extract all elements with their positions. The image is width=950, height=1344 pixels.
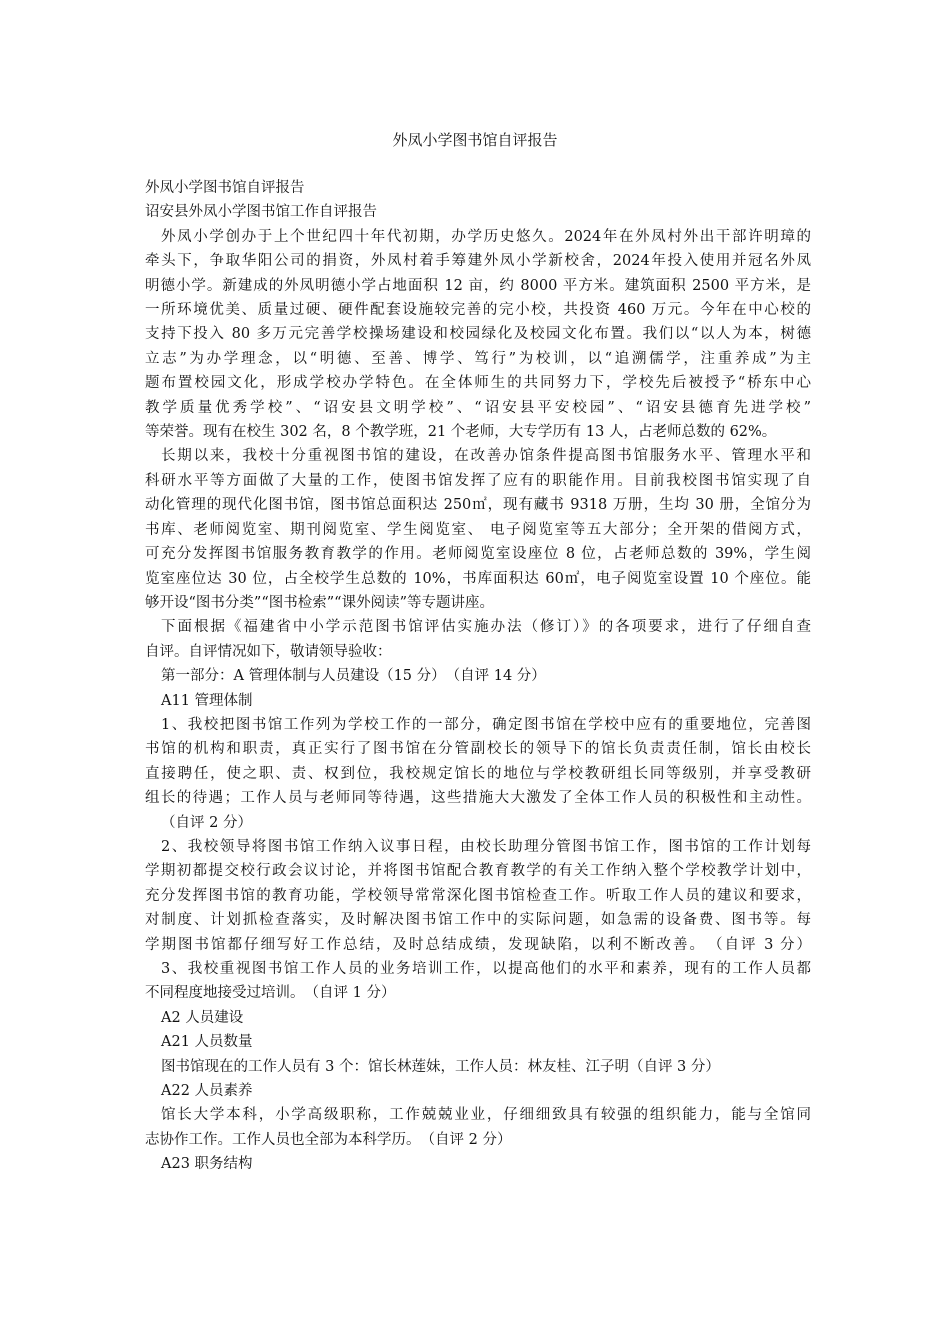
text-line: 第一部分：A 管理体制与人员建设（15 分） （自评 14 分）: [161, 668, 546, 685]
text-line: 立志”为办学理念，以“明德、至善、博学、笃行”为校训，以“追溯儒学，注重养成”为主: [145, 350, 811, 367]
text-line: 直接聘任，使之职、责、权到位，我校规定馆长的地位与学校教研组长同等级别，并享受教研: [145, 765, 811, 782]
text-line: 组长的待遇；工作人员与老师同等待遇，这些措施大大激发了全体工作人员的积极性和主动性。: [145, 790, 811, 807]
text-line: 题布置校园文化，形成学校办学特色。在全体师生的共同努力下，学校先后被授予“桥东中心: [145, 375, 811, 392]
text-line: 志协作工作。工作人员也全部为本科学历。 （自评 2 分）: [145, 1131, 512, 1148]
text-line: 诏安县外凤小学图书馆工作自评报告: [145, 204, 377, 221]
document-body: [145, 176, 811, 1177]
text-line: 书库、老师阅览室、期刊阅览室、学生阅览室、 电子阅览室等五大部分；全开架的借阅方式，: [145, 521, 811, 538]
text-line: A2 人员建设: [161, 1009, 244, 1026]
text-line: 下面根据《福建省中小学示范图书馆评估实施办法（修订）》的各项要求，进行了仔细自查: [161, 619, 811, 636]
text-line: 明德小学。新建成的外凤明德小学占地面积 12 亩，约 8000 平方米。建筑面积 2500 平方米，是: [145, 277, 811, 294]
text-line: 不同程度地接受过培训。 （自评 1 分）: [145, 985, 396, 1002]
text-line: 览室座位达 30 位，占全校学生总数的 10%，书库面积达 60㎡，电子阅览室设置 10 个座位。能: [145, 570, 811, 587]
text-line: 牵头下，争取华阳公司的捐资，外凤村着手筹建外凤小学新校舍，2024年投入使用并冠名外凤: [145, 253, 811, 270]
text-line: 学期初都提交校行政会议讨论，并将图书馆配合教育教学的有关工作纳入整个学校教学计划中，: [145, 863, 811, 880]
text-line: 科研水平等方面做了大量的工作，使图书馆发挥了应有的职能作用。目前我校图书馆实现了自: [145, 472, 811, 489]
text-line: A22 人员素养: [161, 1083, 253, 1100]
document-title: 外凤小学图书馆自评报告: [392, 131, 558, 149]
text-line: 长期以来，我校十分重视图书馆的建设，在改善办馆条件提高图书馆服务水平、管理水平和: [161, 448, 811, 465]
text-line: 支持下投入 80 多万元完善学校操场建设和校园绿化及校园文化布置。我们以“以人为本，树德: [145, 326, 811, 343]
text-line: A11 管理体制: [161, 692, 253, 709]
text-line: 等荣誉。现有在校生 302 名，8 个教学班，21 个老师，大专学历有 13 人，占老师总数的 62%。: [145, 424, 777, 441]
text-line: 可充分发挥图书馆服务教育教学的作用。老师阅览室设座位 8 位，占老师总数的 39%，学生阅: [145, 546, 811, 563]
text-line: A23 职务结构: [161, 1156, 253, 1173]
text-line: 够开设“图书分类”“图书检索”“课外阅读”等专题讲座。: [145, 594, 494, 611]
text-line: 2、我校领导将图书馆工作纳入议事日程，由校长助理分管图书馆工作，图书馆的工作计划每: [161, 838, 811, 855]
text-line: 3、我校重视图书馆工作人员的业务培训工作，以提高他们的水平和素养，现有的工作人员都: [161, 961, 811, 977]
text-line: A21 人员数量: [161, 1034, 253, 1051]
text-line: 充分发挥图书馆的教育功能，学校领导常常深化图书馆检查工作。听取工作人员的建议和要求，: [145, 887, 811, 904]
text-line: 书馆的机构和职责，真正实行了图书馆在分管副校长的领导下的馆长负责责任制，馆长由校长: [145, 741, 811, 758]
text-line: 一所环境优美、质量过硬、硬件配套设施较完善的完小校，共投资 460 万元。今年在中心校的: [145, 302, 811, 319]
text-line: 外凤小学创办于上个世纪四十年代初期，办学历史悠久。2024年在外凤村外出干部许明璋的: [161, 228, 811, 245]
text-line: 馆长大学本科，小学高级职称，工作兢兢业业，仔细细致具有较强的组织能力，能与全馆同: [161, 1107, 811, 1124]
text-line: 学期图书馆都仔细写好工作总结，及时总结成绩，发现缺陷，以利不断改善。 （自评 3 分）: [145, 936, 811, 953]
text-line: 外凤小学图书馆自评报告: [145, 180, 305, 196]
text-line: 自评。自评情况如下，敬请领导验收：: [145, 643, 392, 660]
text-line: （自评 2 分）: [161, 814, 252, 831]
text-line: 对制度、计划抓检查落实，及时解决图书馆工作中的实际问题，如急需的设备费、图书等。每: [145, 912, 811, 929]
text-line: 教学质量优秀学校”、“诏安县文明学校”、“诏安县平安校园”、“诏安县德育先进学校”: [145, 399, 811, 416]
text-line: 动化管理的现代化图书馆，图书馆总面积达 250㎡，现有藏书 9318 万册，生均 30 册，全馆分为: [145, 497, 811, 514]
text-line: 1、我校把图书馆工作列为学校工作的一部分，确定图书馆在学校中应有的重要地位，完善图: [161, 716, 811, 733]
text-line: 图书馆现在的工作人员有 3 个：馆长林莲妹，工作人员：林友桂、江子明（自评 3 分）: [161, 1058, 720, 1075]
